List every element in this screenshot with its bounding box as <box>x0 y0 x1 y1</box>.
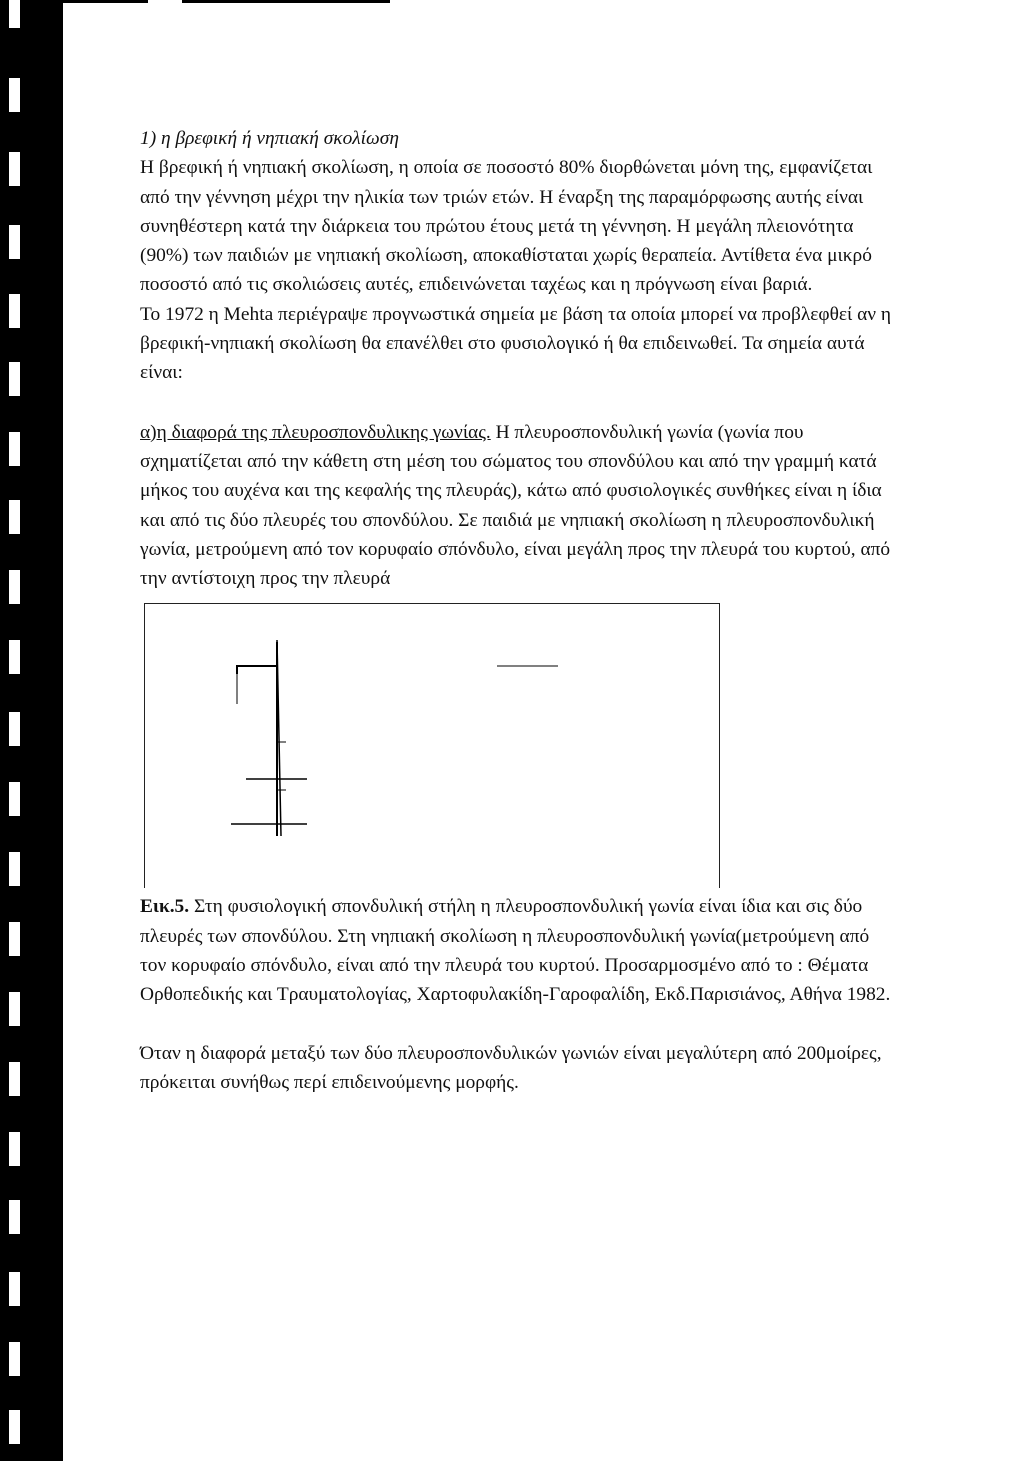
section-heading: 1) η βρεφική ή νηπιακή σκολίωση <box>140 128 399 149</box>
film-perforation <box>9 922 20 956</box>
film-perforation <box>9 1062 20 1096</box>
figure-drawing <box>145 604 719 888</box>
film-perforation <box>9 1132 20 1166</box>
film-perforation <box>9 1410 20 1444</box>
film-perforation <box>9 0 20 28</box>
rib-bracket <box>237 666 277 674</box>
film-perforation <box>9 294 20 328</box>
film-perforation <box>9 225 20 259</box>
film-perforation <box>9 852 20 886</box>
film-strip-border <box>0 0 63 1461</box>
figure-caption-text: Στη φυσιολογική σπονδυλική στήλη η πλευροσπονδυλική γωνία είναι ίδια και σις δύο πλευρές των σπονδύλου. Στη νηπιακή σκολίωση η πλευροσπονδυλική γωνία(μετρούμενη από τον κορυφαίο σπόνδυλο, είναι από την πλευρά του κυρτού. Προσαρμοσμένο από το : Θέματα Ορθοπεδικής και Τραυματολογίας, Χαρτοφυλακίδη-Γαροφαλίδη, Εκδ.Παρισιάνος, Αθήνα 1982. <box>140 896 891 1006</box>
film-perforation <box>9 712 20 746</box>
figure-caption <box>140 892 900 1009</box>
film-perforation <box>9 1272 20 1306</box>
film-perforation <box>9 1342 20 1376</box>
paragraph-mehta-signs: Το 1972 η Mehta περιέγραψε προγνωστικά σημεία με βάση τα οποία μπορεί να προβλεφθεί αν η βρεφική-νηπιακή σκολίωση θα επανέλθει στο φυσιολογικό ή θα επιδεινωθεί. Τα σημεία αυτά είναι: <box>140 303 892 384</box>
film-perforation <box>9 362 20 396</box>
film-perforation <box>9 432 20 466</box>
document-page <box>140 124 900 1097</box>
figure-caption-label: Εικ.5. <box>140 896 190 918</box>
film-perforation <box>9 640 20 674</box>
paragraph-gap <box>140 388 900 418</box>
film-perforation <box>9 78 20 112</box>
film-perforation <box>9 500 20 534</box>
paragraph-rib-vertebral-angle <box>140 418 900 594</box>
film-perforation <box>9 1200 20 1234</box>
paragraph-infantile-scoliosis: Η βρεφική ή νηπιακή σκολίωση, η οποία σε ποσοστό 80% διορθώνεται μόνη της, εμφανίζεται από την γέννηση μέχρι την ηλικία των τριών ετών. Η έναρξη της παραμόρφωσης αυτής είναι συνηθέστερη κατά την διάρκεια του πρώτου έτους μετά τη γέννηση. Η μεγάλη πλειονότητα (90%) των παιδιών με νηπιακή σκολίωση, αποκαθίσταται χωρίς θεραπεία. Αντίθετα ένα μικρό ποσοστό από τις σκολιώσεις αυτές, επιδεινώνεται ταχέως και η πρόγνωση είναι βαριά. <box>140 157 873 296</box>
point-a-text: Η πλευροσπονδυλική γωνία (γωνία που σχηματίζεται από την κάθετη στη μέση του σώματος του σπονδύλου και από την γραμμή κατά μήκος του αυχένα και της κεφαλής της πλευράς), κάτω από φυσιολογικές συνθήκες είναι η ίδια και από τις δύο πλευρές του σπονδύλου. Σε παιδιά με νηπιακή σκολίωση η πλευροσπονδυλική γωνία, μετρούμενη από τον κορυφαίο σπόνδυλο, είναι μεγάλη προς την πλευρά του κυρτού, από την αντίστοιχη προς την πλευρά <box>140 421 891 590</box>
paragraph-closing: Όταν η διαφορά μεταξύ των δύο πλευροσπονδυλικών γωνιών είναι μεγαλύτερη από 200μοίρες, πρόκειται συνήθως περί επιδεινούμενης μορφής. <box>140 1042 882 1093</box>
film-perforation <box>9 152 20 186</box>
point-a-title: α)η διαφορά της πλευροσπονδυλικης γωνίας. <box>140 421 491 443</box>
figure-rib-vertebral-angle <box>144 603 720 888</box>
film-perforation <box>9 570 20 604</box>
scan-edge-line <box>182 0 390 3</box>
film-perforation <box>9 782 20 816</box>
scan-edge-line <box>63 0 148 3</box>
film-perforation <box>9 992 20 1026</box>
